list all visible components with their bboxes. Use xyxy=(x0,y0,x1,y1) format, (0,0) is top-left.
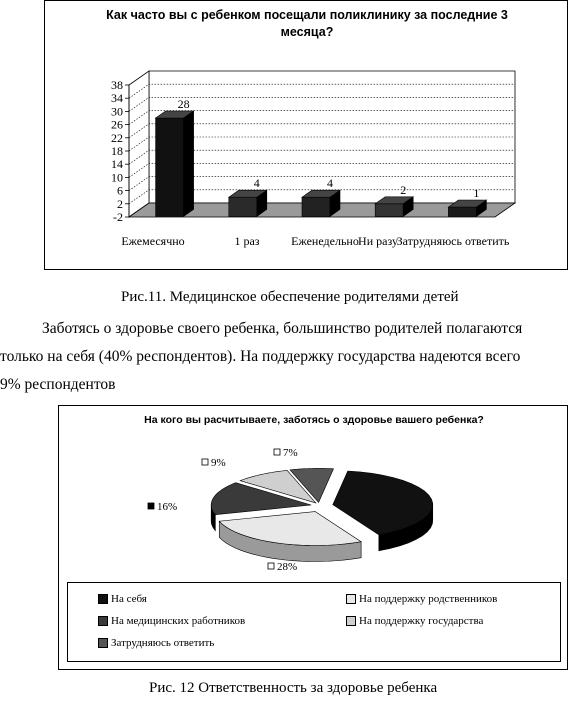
pie-legend xyxy=(67,582,561,662)
pie-slice-2 xyxy=(219,512,361,562)
x-category-label: Затрудняюсь ответить xyxy=(396,234,510,248)
bar-1 xyxy=(156,111,194,216)
paragraph-line-3: 9% респондентов xyxy=(0,376,116,393)
legend-label: На себя xyxy=(111,593,147,605)
y-tick-label: 6 xyxy=(117,183,123,198)
figure-caption-11: Рис.11. Медицинское обеспечение родителями детей xyxy=(121,289,459,305)
pie-label-marker xyxy=(274,449,280,455)
y-tick-label: 34 xyxy=(111,91,123,106)
x-category-label: 1 раз xyxy=(234,234,260,248)
figure-caption-12: Рис. 12 Ответственность за здоровье ребенка xyxy=(149,680,438,696)
chart-title-line2: месяца? xyxy=(280,25,334,39)
bar-side xyxy=(184,111,194,216)
bar-data-label: 28 xyxy=(177,97,190,111)
bar-3 xyxy=(302,190,340,216)
paragraph-line-1: Заботясь о здоровье своего ребенка, большинство родителей полагаются xyxy=(42,320,523,337)
y-tick-label: 26 xyxy=(111,117,123,132)
pie-chart-title: На кого вы расчитываете, заботясь о здоровье вашего ребенка? xyxy=(144,414,484,426)
legend-item xyxy=(98,637,214,649)
x-category-label: Еженедельно xyxy=(291,234,359,248)
y-tick-label: 10 xyxy=(111,170,123,185)
legend-swatch xyxy=(98,616,108,626)
legend-label: На поддержку родственников xyxy=(359,593,498,605)
x-category-label: Ежемесячно xyxy=(121,234,185,248)
y-tick-label: 18 xyxy=(111,144,123,158)
bar-chart-svg xyxy=(45,1,569,271)
bar-front xyxy=(375,204,403,217)
legend-item xyxy=(346,593,497,605)
pie-data-label: 16% xyxy=(157,501,178,513)
y-tick-label: 38 xyxy=(111,78,123,92)
bar-data-label: 4 xyxy=(327,176,333,191)
pie-label-marker xyxy=(148,503,154,509)
y-tick-label: 30 xyxy=(111,104,123,119)
bar-chart-visits xyxy=(44,0,568,270)
bar-front xyxy=(448,207,476,216)
bar-data-label: 2 xyxy=(400,182,407,197)
bar-front xyxy=(302,197,330,216)
legend-item xyxy=(346,615,483,627)
y-tick-label: -2 xyxy=(113,210,123,224)
bar-front xyxy=(229,197,257,216)
legend-label: Затрудняюсь ответить xyxy=(111,637,215,649)
legend-swatch xyxy=(98,638,108,648)
pie-data-label: 28% xyxy=(277,561,298,573)
x-category-label: Ни разу xyxy=(358,234,398,248)
legend-swatch xyxy=(98,594,108,604)
y-tick-label: 14 xyxy=(111,157,123,172)
chart-title-line1: Как часто вы с ребенком посещали поликлинику за последние 3 xyxy=(106,8,508,22)
pie-chart-responsibility xyxy=(58,405,568,670)
paragraph-line-2: только на себя (40% респондентов). На поддержку государства надеются всего xyxy=(0,348,521,365)
bar-2 xyxy=(229,190,267,216)
bar-data-label: 1 xyxy=(473,186,480,201)
y-tick-label: 2 xyxy=(117,196,123,211)
pie-label-marker xyxy=(202,459,208,465)
legend-label: На поддержку государства xyxy=(359,615,484,627)
bar-data-label: 4 xyxy=(253,176,260,191)
legend-item xyxy=(98,615,245,627)
legend-label: На медицинских работников xyxy=(111,615,246,627)
pie-data-label: 7% xyxy=(283,447,298,459)
bar-4 xyxy=(375,197,413,217)
bar-front xyxy=(156,118,184,216)
pie-data-label: 9% xyxy=(211,457,226,469)
legend-swatch xyxy=(346,594,356,604)
pie-label-marker xyxy=(268,563,274,569)
y-tick-label: 22 xyxy=(111,130,123,145)
pie-chart-svg xyxy=(59,406,569,582)
legend-swatch xyxy=(346,616,356,626)
legend-item xyxy=(98,593,147,605)
